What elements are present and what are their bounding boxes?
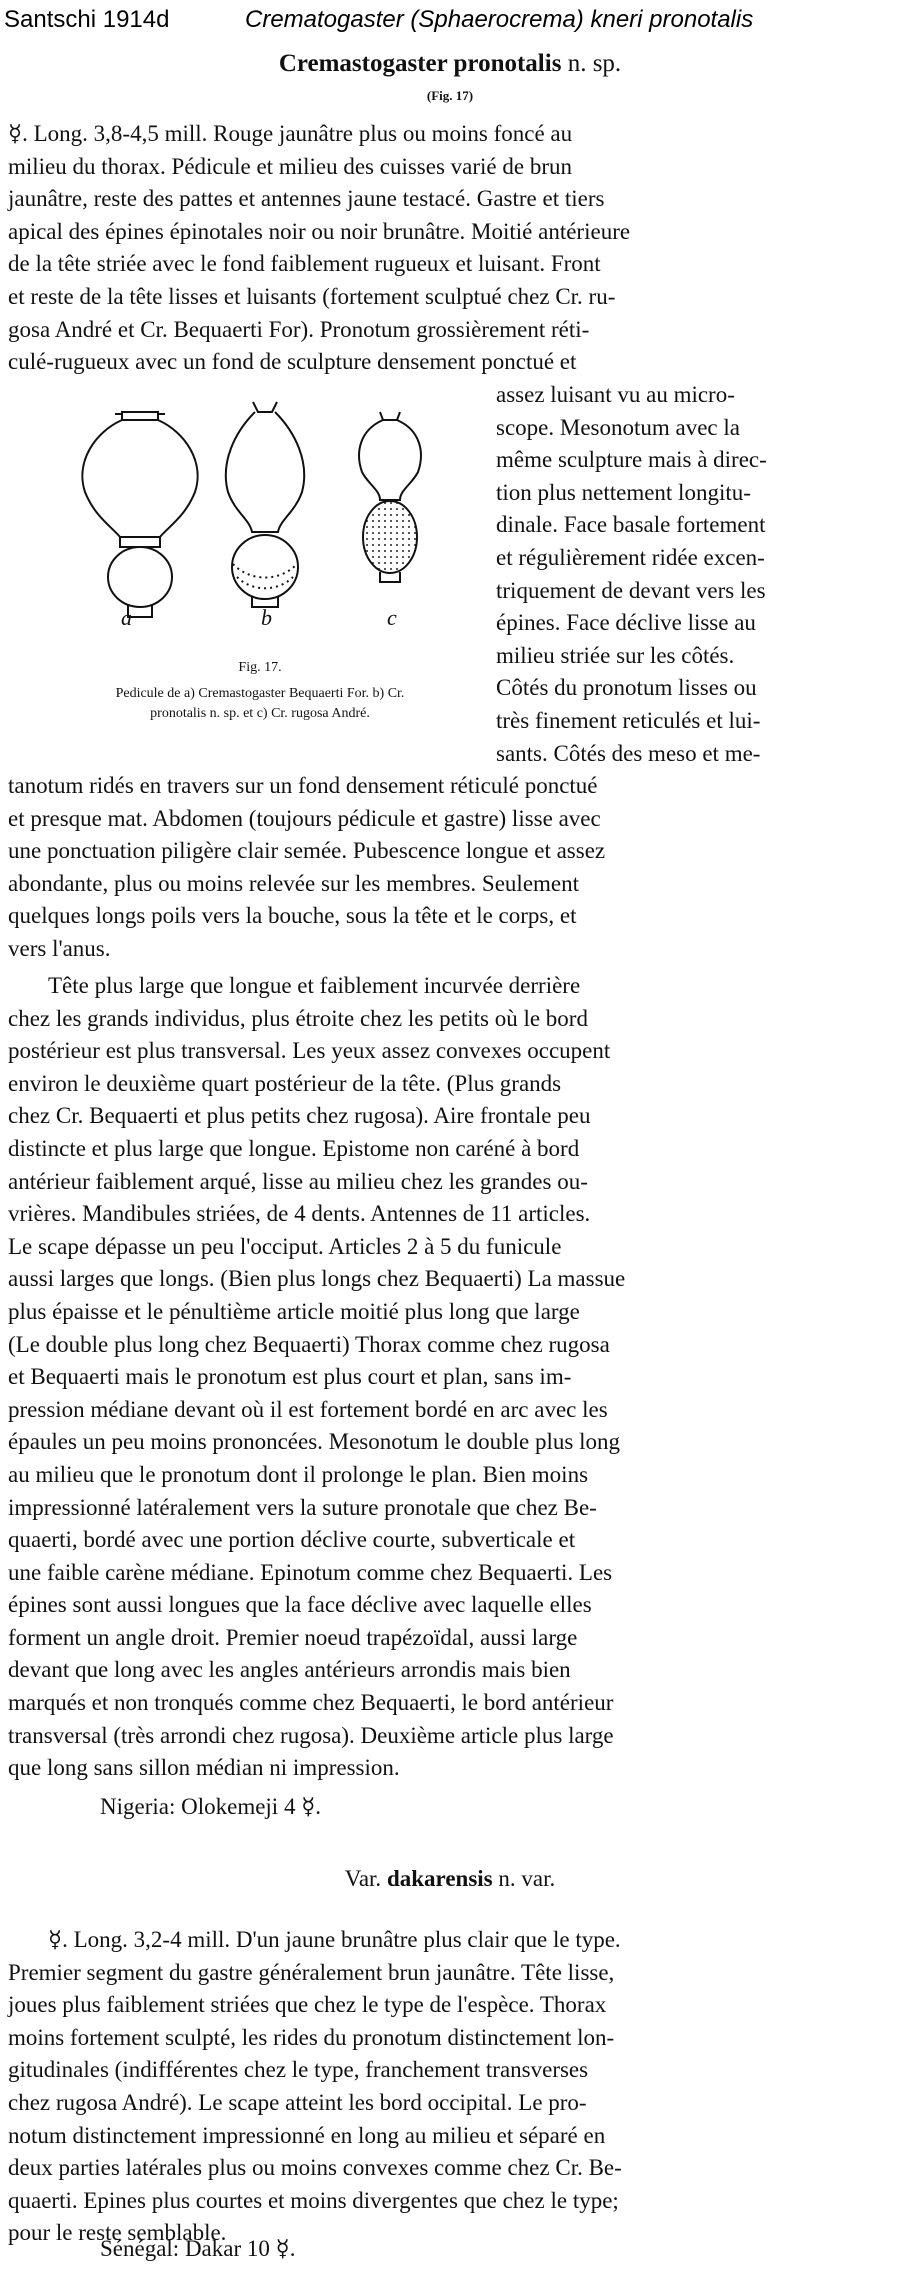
text-line: sants. Côtés des meso et me-: [496, 740, 761, 766]
locality-senegal: Sénégal: Dakar 10 ☿.: [100, 2236, 296, 2261]
text-line: milieu striée sur les côtés.: [496, 642, 735, 668]
text-line: deux parties latérales plus ou moins convexes comme chez Cr. Be-: [8, 2155, 622, 2181]
text-line: vrières. Mandibules striées, de 4 dents. Antennes de 11 articles.: [8, 1201, 591, 1227]
description-paragraph: [8, 970, 856, 1785]
text-line: chez Cr. Bequaerti et plus petits chez rugosa). Aire frontale peu: [8, 1103, 591, 1129]
text-line: au milieu que le pronotum dont il prolonge le plan. Bien moins: [8, 1461, 589, 1487]
text-line: chez rugosa André). Le scape atteint les bord occipital. Le pro-: [8, 2089, 587, 2115]
text-line: épaules un peu moins prononcées. Mesonotum le double plus long: [8, 1429, 620, 1455]
label-b: b: [261, 605, 272, 630]
taxon-name: Crematogaster (Sphaerocrema) kneri pronotalis: [245, 6, 754, 33]
text-line: que long sans sillon médian ni impression.: [8, 1755, 400, 1781]
pedicel-a: [82, 412, 197, 617]
intro-paragraph: [8, 118, 856, 379]
text-line: épines sont aussi longues que la face déclive avec laquelle elles: [8, 1592, 592, 1618]
text-line: une ponctuation piligère clair semée. Pubescence longue et assez: [8, 838, 606, 864]
text-line: gitudinales (indifférentes chez le type, franchement transverses: [8, 2057, 589, 2083]
text-line: ☿. Long. 3,8-4,5 mill. Rouge jaunâtre plus ou moins foncé au: [8, 121, 573, 146]
text-line: distincte et plus large que longue. Epistome non caréné à bord: [8, 1135, 580, 1161]
label-c: c: [387, 605, 397, 630]
text-line: et régulièrement ridée excen-: [496, 544, 765, 570]
text-line: Côtés du pronotum lisses ou: [496, 675, 757, 701]
locality-nigeria: Nigeria: Olokemeji 4 ☿.: [100, 1794, 322, 1819]
text-line: apical des épines épinotales noir ou noir brunâtre. Moitié antérieure: [8, 218, 631, 244]
species-suffix: n. sp.: [561, 50, 622, 77]
text-line: quaerti, bordé avec une portion déclive courte, subverticale et: [8, 1527, 576, 1553]
text-line: de la tête striée avec le fond faiblement rugueux et luisant. Front: [8, 251, 601, 277]
species-name: Cremastogaster pronotalis: [278, 50, 562, 77]
text-line: notum distinctement impressionné en long au milieu et séparé en: [8, 2122, 606, 2148]
text-line: pression médiane devant où il est fortement bordé en arc avec les: [8, 1396, 608, 1422]
variety-paragraph: [8, 1924, 856, 2250]
text-line: chez les grands individus, plus étroite chez les petits où le bord: [8, 1005, 588, 1031]
text-line: quelques longs poils vers la bouche, sous la tête et le corps, et: [8, 903, 577, 929]
text-line: Le scape dépasse un peu l'occiput. Articles 2 à 5 du funicule: [8, 1233, 562, 1259]
caption-line: pronotalis n. sp. et c) Cr. rugosa André.: [150, 706, 370, 721]
pedicel-b: [226, 402, 304, 607]
text-line: (Le double plus long chez Bequaerti) Thorax comme chez rugosa: [8, 1331, 610, 1357]
text-line: et Bequaerti mais le pronotum est plus court et plan, sans im-: [8, 1364, 572, 1390]
species-title: [0, 50, 900, 78]
text-line: épines. Face déclive lisse au: [496, 610, 756, 636]
text-line: assez luisant vu au micro-: [496, 382, 735, 407]
text-line: aussi larges que longs. (Bien plus longs chez Bequaerti) La massue: [8, 1266, 626, 1292]
figure-label: Fig. 17.: [238, 660, 282, 675]
text-line: et reste de la tête lisses et luisants (fortement sculptué chez Cr. ru-: [8, 283, 616, 309]
pedicel-figure: [40, 392, 480, 642]
text-line: vers l'anus.: [8, 935, 111, 961]
text-line: ☿. Long. 3,2-4 mill. D'un jaune brunâtre plus clair que le type.: [48, 1927, 621, 1952]
variety-suffix: n. var.: [492, 1866, 556, 1891]
text-line: scope. Mesonotum avec la: [496, 414, 740, 440]
citation: Santschi 1914d: [4, 6, 170, 33]
text-line: triquement de devant vers les: [496, 577, 766, 603]
figure-reference: (Fig. 17): [426, 88, 474, 103]
text-line: milieu du thorax. Pédicule et milieu des cuisses varié de brun: [8, 153, 572, 179]
text-line: culé-rugueux avec un fond de sculpture densement ponctué et: [8, 349, 577, 375]
text-line: antérieur faiblement arqué, lisse au milieu chez les grandes ou-: [8, 1168, 588, 1194]
text-line: dinale. Face basale fortement: [496, 512, 766, 538]
text-line: pour le reste semblable.: [8, 2220, 227, 2246]
variety-prefix: Var.: [344, 1866, 387, 1891]
text-line: quaerti. Epines plus courtes et moins divergentes que chez le type;: [8, 2187, 619, 2213]
wrapped-text: [496, 379, 856, 770]
variety-title: [0, 1866, 900, 1892]
text-line: environ le deuxième quart postérieur de la tête. (Plus grands: [8, 1070, 562, 1096]
text-line: tanotum ridés en travers sur un fond densement réticulé ponctué: [8, 773, 598, 798]
text-line: transversal (très arrondi chez rugosa). Deuxième article plus large: [8, 1722, 614, 1748]
text-line: joues plus faiblement striées que chez le type de l'espèce. Thorax: [8, 1992, 607, 2018]
text-line: devant que long avec les angles antérieurs arrondis mais bien: [8, 1657, 571, 1683]
text-line: jaunâtre, reste des pattes et antennes jaune testacé. Gastre et tiers: [8, 186, 605, 212]
text-line: tion plus nettement longitu-: [496, 479, 751, 505]
text-line: et presque mat. Abdomen (toujours pédicule et gastre) lisse avec: [8, 805, 601, 831]
text-line: une faible carène médiane. Epinotum comme chez Bequaerti. Les: [8, 1559, 613, 1585]
text-line: moins fortement sculpté, les rides du pronotum distinctement lon-: [8, 2024, 615, 2050]
text-line: Tête plus large que longue et faiblement incurvée derrière: [48, 973, 581, 998]
label-a: a: [121, 605, 132, 630]
text-line: impressionné latéralement vers la suture pronotale que chez Be-: [8, 1494, 597, 1520]
continued-paragraph: [8, 770, 856, 966]
text-line: plus épaisse et le pénultième article moitié plus long que large: [8, 1298, 580, 1324]
variety-name: dakarensis: [386, 1866, 493, 1891]
caption-line: Pedicule de a) Cremastogaster Bequaerti For. b) Cr.: [115, 686, 405, 701]
figure-caption: [40, 684, 480, 724]
text-line: postérieur est plus transversal. Les yeux assez convexes occupent: [8, 1038, 611, 1064]
text-line: Premier segment du gastre généralement brun jaunâtre. Tête lisse,: [8, 1959, 615, 1985]
text-line: abondante, plus ou moins relevée sur les membres. Seulement: [8, 870, 580, 896]
text-line: marqués et non tronqués comme chez Bequaerti, le bord antérieur: [8, 1690, 614, 1716]
header: [0, 0, 900, 40]
text-line: même sculpture mais à direc-: [496, 447, 767, 473]
text-line: forment un angle droit. Premier noeud trapézoïdal, aussi large: [8, 1624, 578, 1650]
text-line: très finement reticulés et lui-: [496, 707, 761, 733]
pedicel-c: [359, 412, 421, 582]
text-line: gosa André et Cr. Bequaerti For). Pronotum grossièrement réti-: [8, 316, 590, 342]
